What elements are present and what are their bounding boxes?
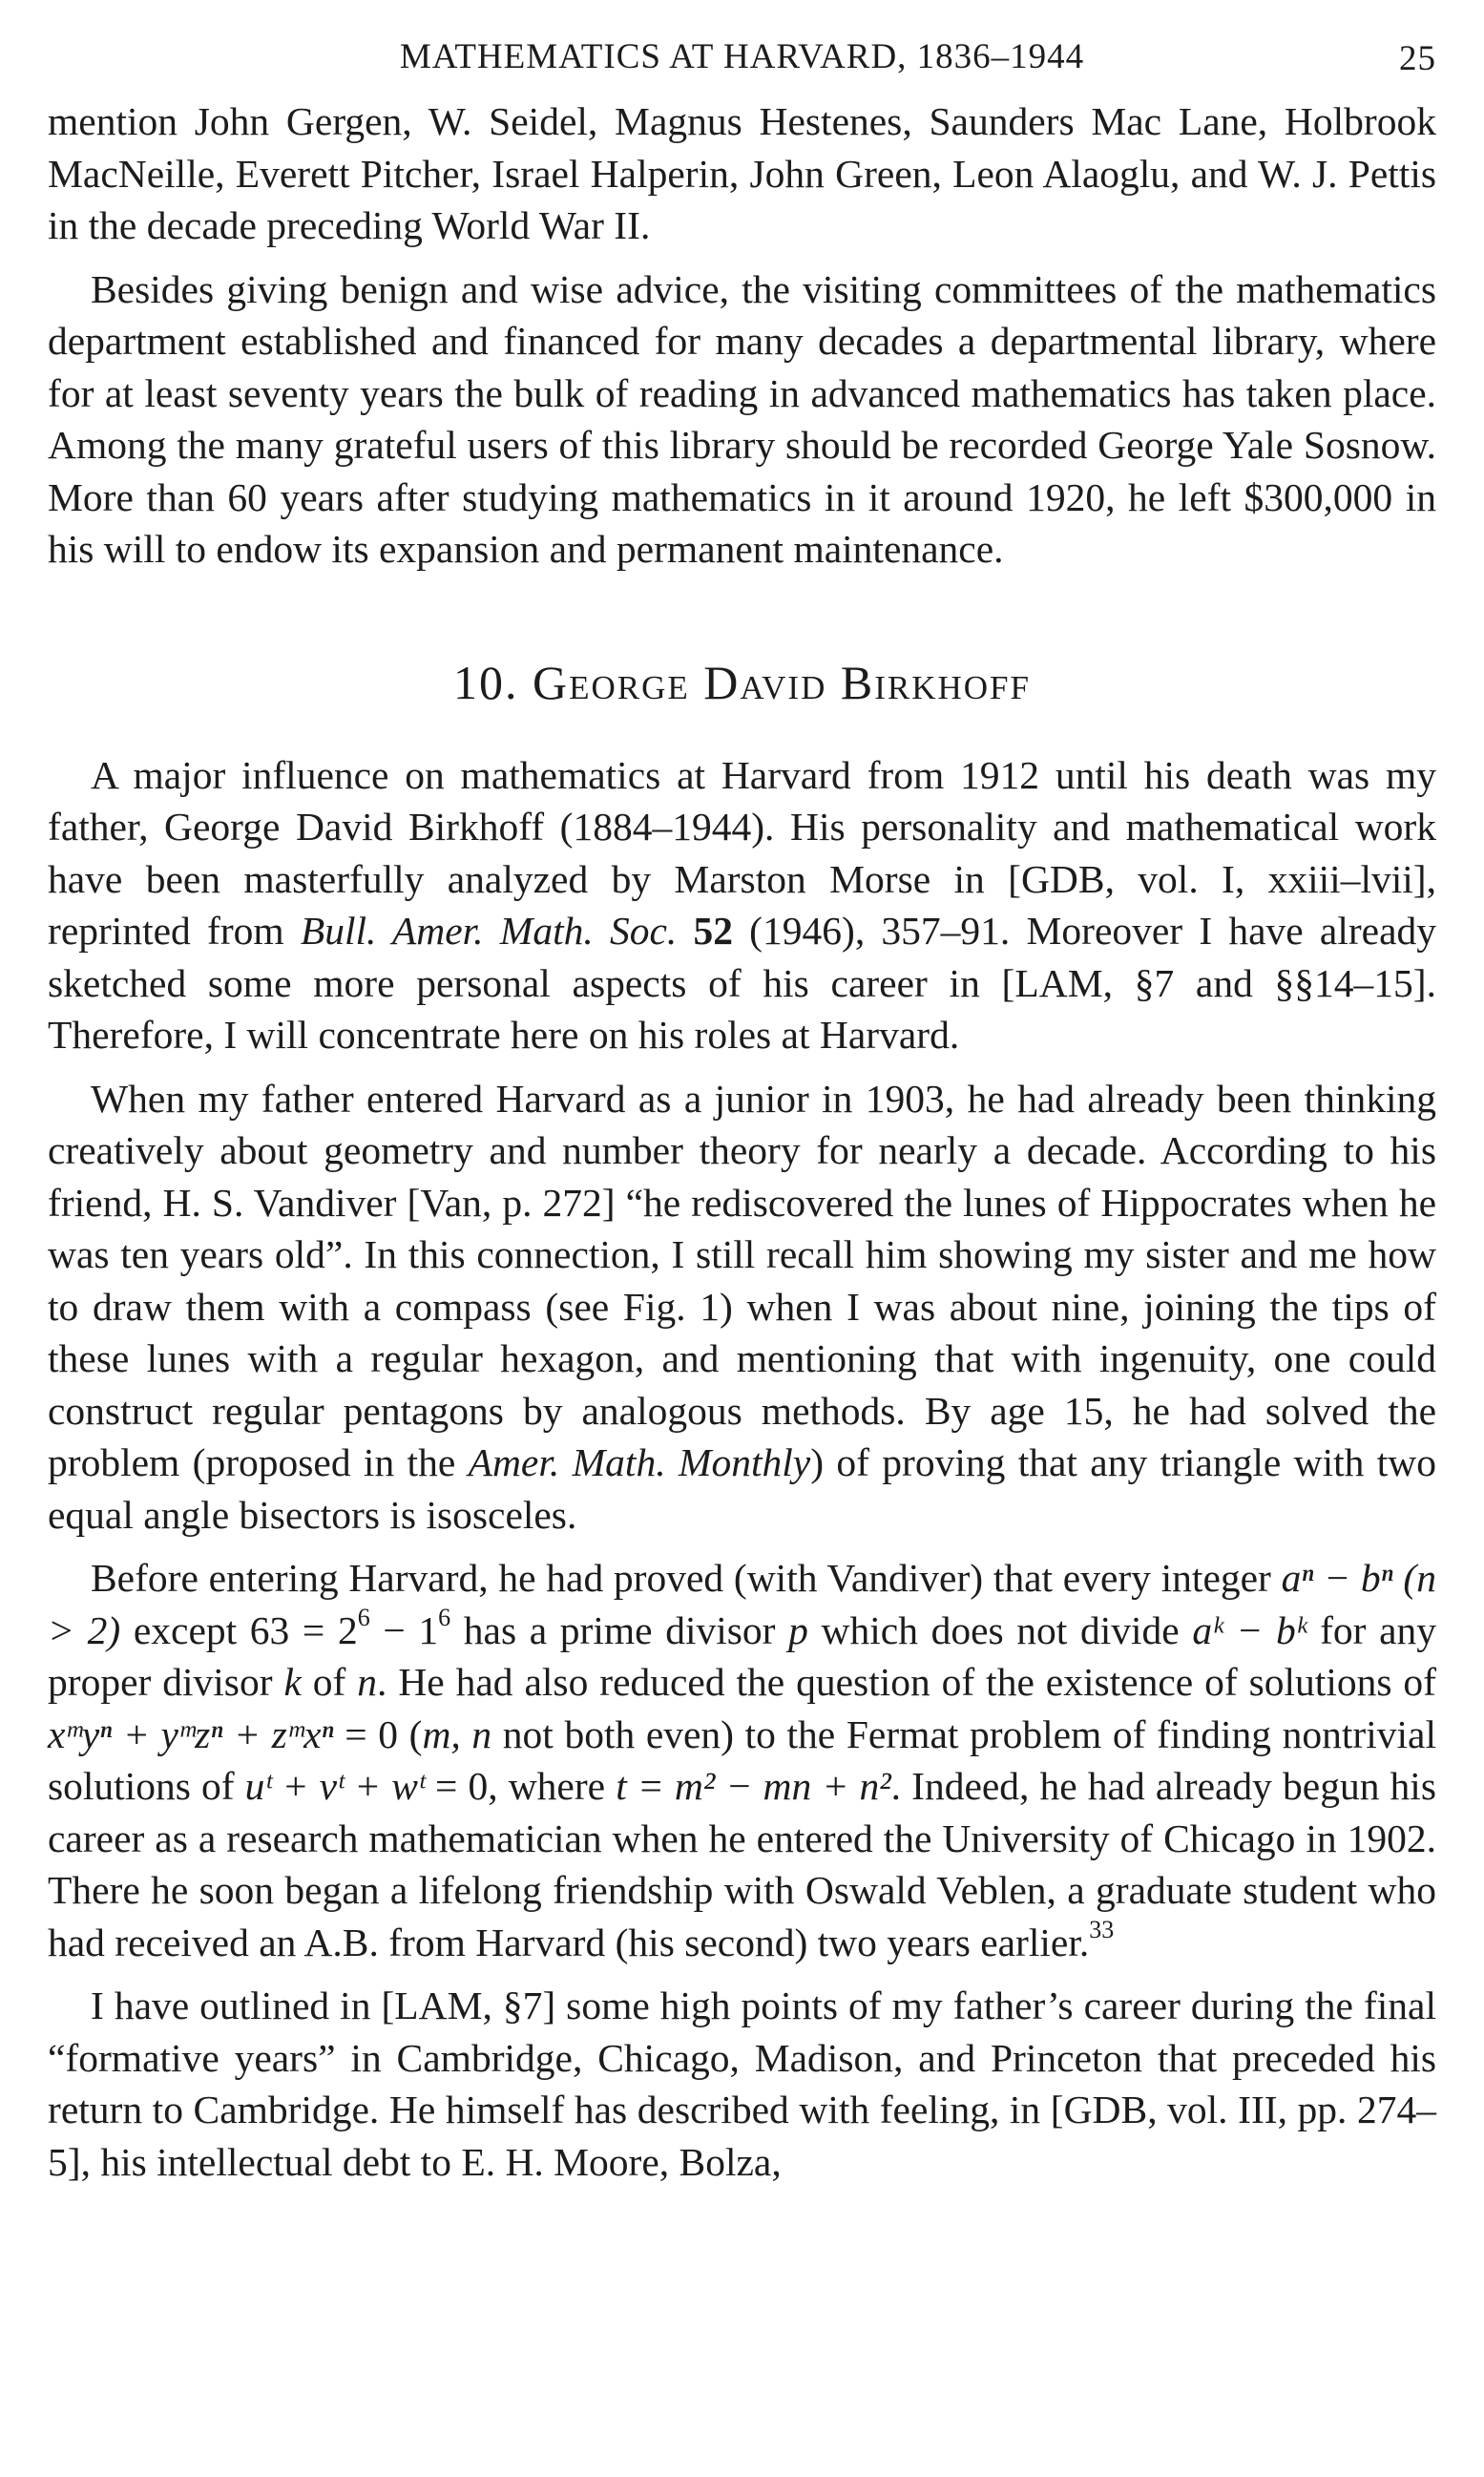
paragraph-1: mention John Gergen, W. Seidel, Magnus Hestenes, Saunders Mac Lane, Holbrook MacNeille, Everett Pitcher, Israel Halperin, John Green, Leon Alaoglu, and W. J. Pettis in the decade preceding World War II.: [48, 99, 1436, 247]
math-ak-bk: aᵏ − bᵏ: [1192, 1607, 1307, 1652]
math-exp-6a: 6: [357, 1603, 370, 1631]
p5-text-2: except 63 = 2: [120, 1607, 358, 1652]
p3-text-a: A major influence on mathematics at Harvard from 1912 until his death was my father, George David Birkhoff (1884–1944). His personality and mathematical work have been masterfully analyzed by Marston Morse in [GDB, vol. I, xxiii–lvii], reprinted from: [48, 752, 1436, 953]
paragraph-2: Besides giving benign and wise advice, the visiting committees of the mathematics department established and financed for many decades a departmental library, where for at least seventy years the bulk of reading in advanced mathematics has taken place. Among the many grateful users of this library should be recorded George Yale Sosnow. More than 60 years after studying mathematics in it around 1920, he left $300,000 in his will to endow its expansion and permanent maintenance.: [48, 266, 1436, 571]
page-number: 25: [1399, 39, 1436, 78]
math-m-n: m, n: [422, 1711, 492, 1756]
footnote-ref-33[interactable]: 33: [1089, 1915, 1115, 1943]
math-fermat-sum: uᵗ + vᵗ + wᵗ: [244, 1764, 425, 1808]
paragraph-3: [48, 749, 1436, 1061]
p5-text-3: − 1: [369, 1607, 439, 1652]
p5-text-4: has a prime divisor: [450, 1607, 789, 1652]
p5-text-11: = 0, where: [424, 1764, 617, 1808]
section-title: George David Birkhoff: [533, 655, 1031, 709]
p5-text-12: . Indeed, he had already begun his career as a research mathematician when he entered the University of Chicago in 1902. There he soon began a lifelong friendship with Oswald Veblen, a graduate student who had received an A.B. from Harvard (his second) two years earlier.: [48, 1764, 1436, 1964]
math-polynomial: xᵐyⁿ + yᵐzⁿ + zᵐxⁿ: [48, 1711, 334, 1756]
section-heading: [48, 654, 1436, 711]
math-n: n: [357, 1660, 378, 1704]
p5-text-9: = 0 (: [333, 1711, 423, 1756]
math-t-def: t = m² − mn + n²: [616, 1764, 891, 1808]
section-number: 10.: [453, 655, 519, 709]
math-p: p: [788, 1607, 808, 1652]
p5-text-1: Before entering Harvard, he had proved (with Vandiver) that every integer: [91, 1556, 1282, 1600]
p5-text-10: not both even) to the Fermat problem of finding nontrivial solutions of: [48, 1711, 1436, 1808]
p3-text-b: (1946), 357–91. Moreover I have already sketched some more personal aspects of his career in [LAM, §7 and §§14–15]. Therefore, I will concentrate here on his roles at Harvard.: [48, 909, 1437, 1057]
p5-text-6: for any proper divisor: [48, 1607, 1437, 1704]
math-k: k: [283, 1660, 302, 1704]
p5-text-8: . He had also reduced the question of the existence of solutions of: [377, 1660, 1436, 1704]
p4-journal: Amer. Math. Monthly: [468, 1440, 811, 1484]
p4-text-b: ) of proving that any triangle with two equal angle bisectors is isosceles.: [48, 1440, 1436, 1537]
p5-text-5: which does not divide: [807, 1607, 1193, 1652]
running-head: [48, 29, 1436, 95]
p3-volume: 52: [693, 909, 733, 953]
paragraph-5: [48, 1552, 1436, 1968]
paragraph-4: [48, 1073, 1436, 1542]
paragraph-6: I have outlined in [LAM, §7] some high points of my father’s career during the final “formative years” in Cambridge, Chicago, Madison, and Princeton that preceded his return to Cambridge. He himself has described with feeling, in [GDB, vol. III, pp. 274–5], his intellectual debt to E. H. Moore, Bolza,: [48, 1984, 1436, 2184]
p4-text-a: When my father entered Harvard as a junior in 1903, he had already been thinking creatively about geometry and number theory for nearly a decade. According to his friend, H. S. Vandiver [Van, p. 272] “he rediscovered the lunes of Hippocrates when he was ten years old”. In this connection, I still recall him showing my sister and me how to draw them with a compass (see Fig. 1) when I was about nine, joining the tips of these lunes with a regular hexagon, and mentioning that with ingenuity, one could construct regular pentagons by analogous methods. By age 15, he had solved the problem (proposed in the: [48, 1076, 1436, 1484]
math-an-bn: aⁿ − bⁿ (n > 2): [48, 1556, 1437, 1652]
page: [48, 29, 1436, 2188]
math-exp-6b: 6: [438, 1603, 451, 1631]
p3-journal: Bull. Amer. Math. Soc.: [300, 909, 678, 953]
p5-text-7: of: [301, 1660, 358, 1704]
running-title: MATHEMATICS AT HARVARD, 1836–1944: [399, 37, 1085, 76]
